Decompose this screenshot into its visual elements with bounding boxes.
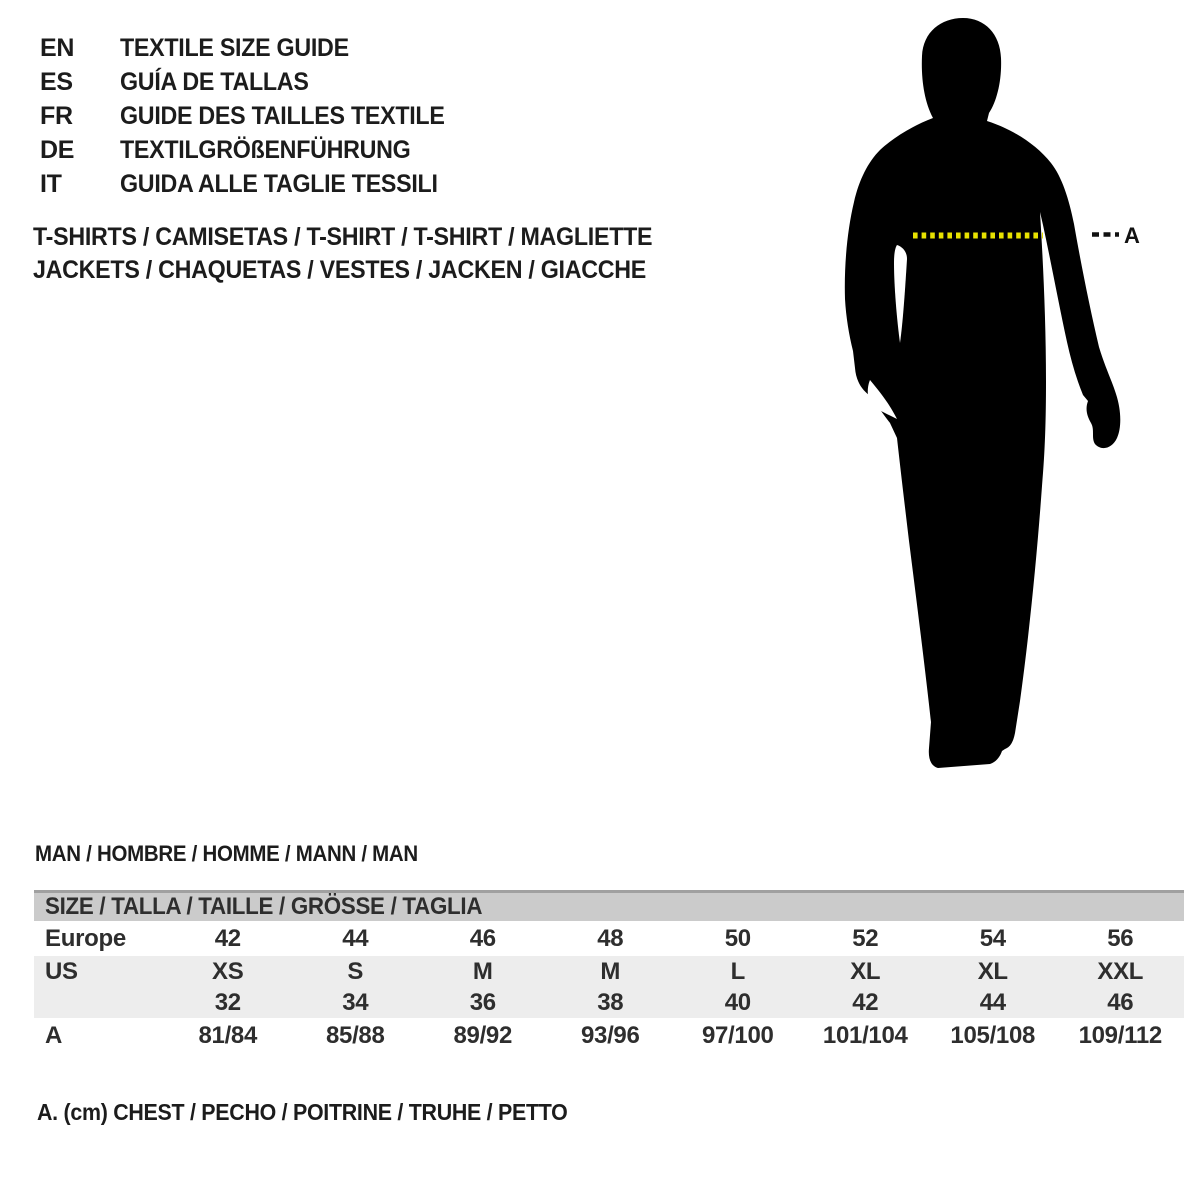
us-size-band (34, 956, 1184, 1018)
size-cell: XL (977, 957, 1008, 985)
footnote-text: A. (cm) CHEST / PECHO / POITRINE / TRUHE / PETTO (37, 1099, 568, 1125)
table-row-chest (34, 1018, 1184, 1053)
category-list (33, 221, 699, 287)
size-cell: L (730, 957, 745, 985)
size-cell: 50 (724, 924, 751, 952)
man-silhouette (845, 18, 1120, 768)
size-cell: S (347, 957, 364, 985)
table-row-us (34, 956, 1184, 987)
size-cell: 85/88 (325, 1021, 385, 1049)
size-cell: 36 (469, 988, 496, 1016)
footnote (37, 1099, 607, 1126)
size-cell: M (600, 957, 621, 985)
size-cell: 109/112 (1078, 1021, 1162, 1049)
size-cell: 46 (1107, 988, 1134, 1016)
table-row-europe (34, 921, 1184, 956)
language-row-en (40, 31, 469, 65)
category-text: T-SHIRTS / CAMISETAS / T-SHIRT / T-SHIRT / MAGLIETTE (33, 223, 653, 251)
size-cell: 81/84 (198, 1021, 258, 1049)
language-title: GUIDE DES TAILLES TEXTILE (120, 101, 445, 130)
size-cell: 89/92 (453, 1021, 513, 1049)
size-cell: 38 (597, 988, 624, 1016)
language-code: IT (40, 169, 62, 198)
row-label: A (45, 1021, 63, 1049)
language-title: GUÍA DE TALLAS (120, 67, 309, 96)
category-line-jackets (33, 254, 699, 287)
row-label: US (45, 957, 78, 985)
size-cell: 101/104 (822, 1021, 908, 1049)
size-cell: 93/96 (580, 1021, 640, 1049)
language-title: TEXTILGRÖßENFÜHRUNG (120, 135, 411, 164)
language-row-es (40, 65, 469, 99)
section-title-man (35, 841, 447, 867)
size-cell: XL (850, 957, 881, 985)
language-code: FR (40, 101, 73, 130)
language-title: GUIDA ALLE TAGLIE TESSILI (120, 169, 438, 198)
category-text: JACKETS / CHAQUETAS / VESTES / JACKEN / GIACCHE (33, 256, 647, 284)
size-cell: 52 (852, 924, 879, 952)
size-table (34, 890, 1184, 1053)
size-table-header-text: SIZE / TALLA / TAILLE / GRÖSSE / TAGLIA (45, 893, 483, 920)
language-row-fr (40, 99, 469, 133)
size-cell: 44 (979, 988, 1006, 1016)
size-cell: 97/100 (701, 1021, 774, 1049)
size-cell: 46 (469, 924, 496, 952)
size-cell: 48 (597, 924, 624, 952)
size-cell: 56 (1107, 924, 1134, 952)
man-silhouette-figure (835, 0, 1165, 800)
size-cell: 34 (342, 988, 369, 1016)
language-list (40, 31, 469, 201)
size-cell: 42 (852, 988, 879, 1016)
measure-label-a: A (1124, 223, 1140, 248)
size-cell: 42 (214, 924, 241, 952)
category-line-tshirts (33, 221, 699, 254)
language-code: ES (40, 67, 73, 96)
size-cell: 105/108 (950, 1021, 1036, 1049)
size-cell: 44 (342, 924, 369, 952)
size-cell: XS (212, 957, 244, 985)
size-cell: 54 (979, 924, 1006, 952)
language-code: EN (40, 33, 75, 62)
language-row-de (40, 133, 469, 167)
table-row-us-numeric (34, 987, 1184, 1018)
size-cell: XXL (1097, 957, 1144, 985)
size-cell: 32 (214, 988, 241, 1016)
row-label: Europe (45, 924, 126, 952)
size-table-header (34, 890, 1184, 921)
language-row-it (40, 167, 469, 201)
size-cell: M (472, 957, 493, 985)
section-title-text: MAN / HOMBRE / HOMME / MANN / MAN (35, 841, 418, 866)
language-title: TEXTILE SIZE GUIDE (120, 33, 349, 62)
language-code: DE (40, 135, 75, 164)
size-cell: 40 (724, 988, 751, 1016)
